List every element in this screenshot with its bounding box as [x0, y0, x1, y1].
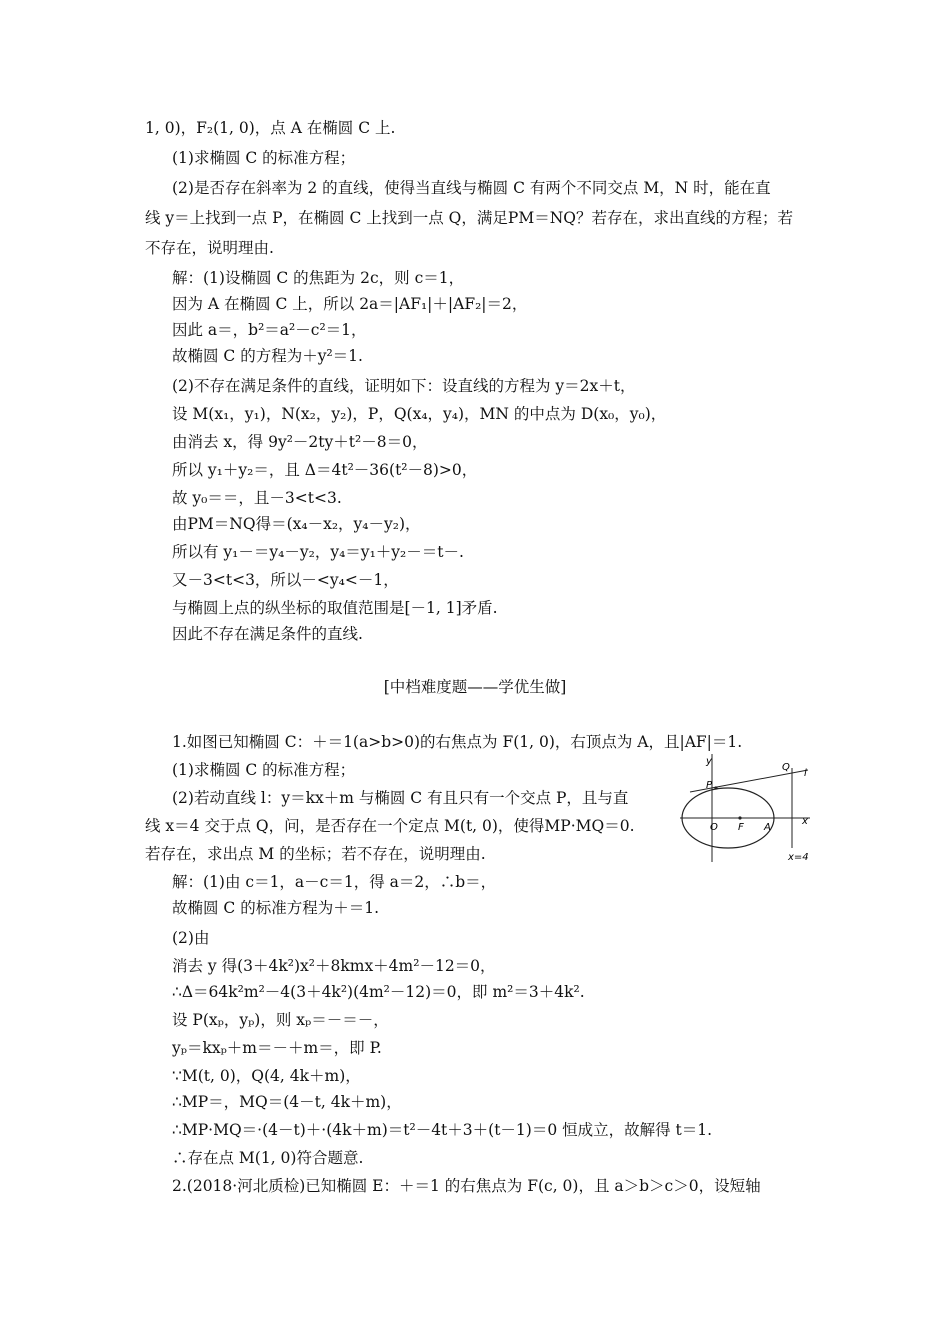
text-line: 故 y₀＝＝，且－3<t<3. — [172, 489, 342, 507]
text-line: 故椭圆 C 的方程为＋y²＝1. — [172, 347, 363, 365]
label-a: A — [764, 822, 771, 833]
text-line: (1)求椭圆 C 的标准方程； — [172, 149, 356, 167]
text-line: 故椭圆 C 的标准方程为＋＝1. — [172, 899, 380, 917]
text-line: 因为 A 在椭圆 C 上，所以 2a＝|AF₁|＋|AF₂|＝2， — [172, 295, 528, 313]
text-line: 2.(2018·河北质检)已知椭圆 E：＋＝1 的右焦点为 F(c, 0)，且 a＞b＞c＞0，设短轴 — [172, 1177, 761, 1195]
text-line: 又－3<t<3，所以－<y₄<－1， — [172, 571, 399, 589]
text-line: ∵M(t, 0)，Q(4, 4k＋m)， — [172, 1067, 361, 1085]
text-line: 不存在，说明理由. — [145, 239, 274, 257]
text-line: 若存在，求出点 M 的坐标；若不存在，说明理由. — [145, 845, 486, 863]
section-title: [中档难度题——学优生做] — [383, 678, 567, 696]
label-x4: x=4 — [788, 852, 809, 863]
label-y: y — [706, 756, 712, 767]
text-line: yₚ＝kxₚ＋m＝－＋m＝，即 P. — [172, 1039, 382, 1057]
label-o: O — [710, 822, 718, 833]
text-line: 设 P(xₚ，yₚ)，则 xₚ＝－＝－， — [172, 1011, 389, 1029]
label-q: Q — [782, 762, 790, 773]
text-line: 所以 y₁＋y₂＝，且 Δ＝4t²－36(t²－8)>0， — [172, 461, 478, 479]
text-line: 1.如图已知椭圆 C：＋＝1(a>b>0)的右焦点为 F(1, 0)，右顶点为 A，且|AF|＝1. — [172, 733, 743, 751]
text-line: 消去 y 得(3＋4k²)x²＋8kmx＋4m²－12＝0， — [172, 957, 496, 975]
text-line: 1, 0)，F₂(1, 0)，点 A 在椭圆 C 上. — [145, 119, 396, 137]
text-line: 线 y＝上找到一点 P，在椭圆 C 上找到一点 Q，满足PM＝NQ？若存在，求出直线的方程；若 — [145, 209, 793, 227]
text-line: (2)不存在满足条件的直线，证明如下：设直线的方程为 y＝2x＋t， — [172, 377, 636, 395]
text-line: (2)若动直线 l：y＝kx＋m 与椭圆 C 有且只有一个交点 P，且与直 — [172, 789, 629, 807]
text-line: ∴MP＝，MQ＝(4－t, 4k＋m)， — [172, 1093, 402, 1111]
text-line: (2)由 — [172, 929, 210, 947]
text-line: (2)是否存在斜率为 2 的直线，使得当直线与椭圆 C 有两个不同交点 M，N 时，能在直 — [172, 179, 771, 197]
point-p — [714, 786, 717, 789]
text-line: 线 x＝4 交于点 Q，问，是否存在一个定点 M(t, 0)，使得MP·MQ＝0. — [145, 817, 635, 835]
point-f — [738, 816, 741, 819]
label-p: P — [706, 780, 713, 791]
text-line: 解：(1)由 c＝1，a－c＝1，得 a＝2，∴b＝， — [172, 873, 497, 891]
label-l: l — [804, 768, 807, 779]
text-line: 解：(1)设椭圆 C 的焦距为 2c，则 c＝1， — [172, 269, 465, 287]
text-line: 由消去 x，得 9y²－2ty＋t²－8＝0， — [172, 433, 428, 451]
text-line: 因此 a＝，b²＝a²－c²＝1， — [172, 321, 367, 339]
text-line: 由PM＝NQ得＝(x₄－x₂，y₄－y₂)， — [172, 515, 421, 533]
text-line: 因此不存在满足条件的直线. — [172, 625, 363, 643]
text-line: (1)求椭圆 C 的标准方程； — [172, 761, 356, 779]
text-line: 所以有 y₁－＝y₄－y₂，y₄＝y₁＋y₂－＝t－. — [172, 543, 464, 561]
text-line: ∴存在点 M(1, 0)符合题意. — [172, 1149, 364, 1167]
text-line: ∴MP·MQ＝·(4－t)＋·(4k＋m)＝t²－4t＋3＋(t－1)＝0 恒成立，故解得 t＝1. — [172, 1121, 713, 1139]
text-line: 设 M(x₁，y₁)，N(x₂，y₂)，P，Q(x₄，y₄)，MN 的中点为 D(x₀，y₀)， — [172, 405, 667, 423]
text-line: 与椭圆上点的纵坐标的取值范围是[－1, 1]矛盾. — [172, 599, 498, 617]
ellipse-figure — [676, 752, 816, 864]
text-line: ∴Δ＝64k²m²－4(3＋4k²)(4m²－12)＝0，即 m²＝3＋4k². — [172, 983, 585, 1001]
label-x: x — [802, 816, 808, 827]
label-f: F — [738, 822, 744, 833]
